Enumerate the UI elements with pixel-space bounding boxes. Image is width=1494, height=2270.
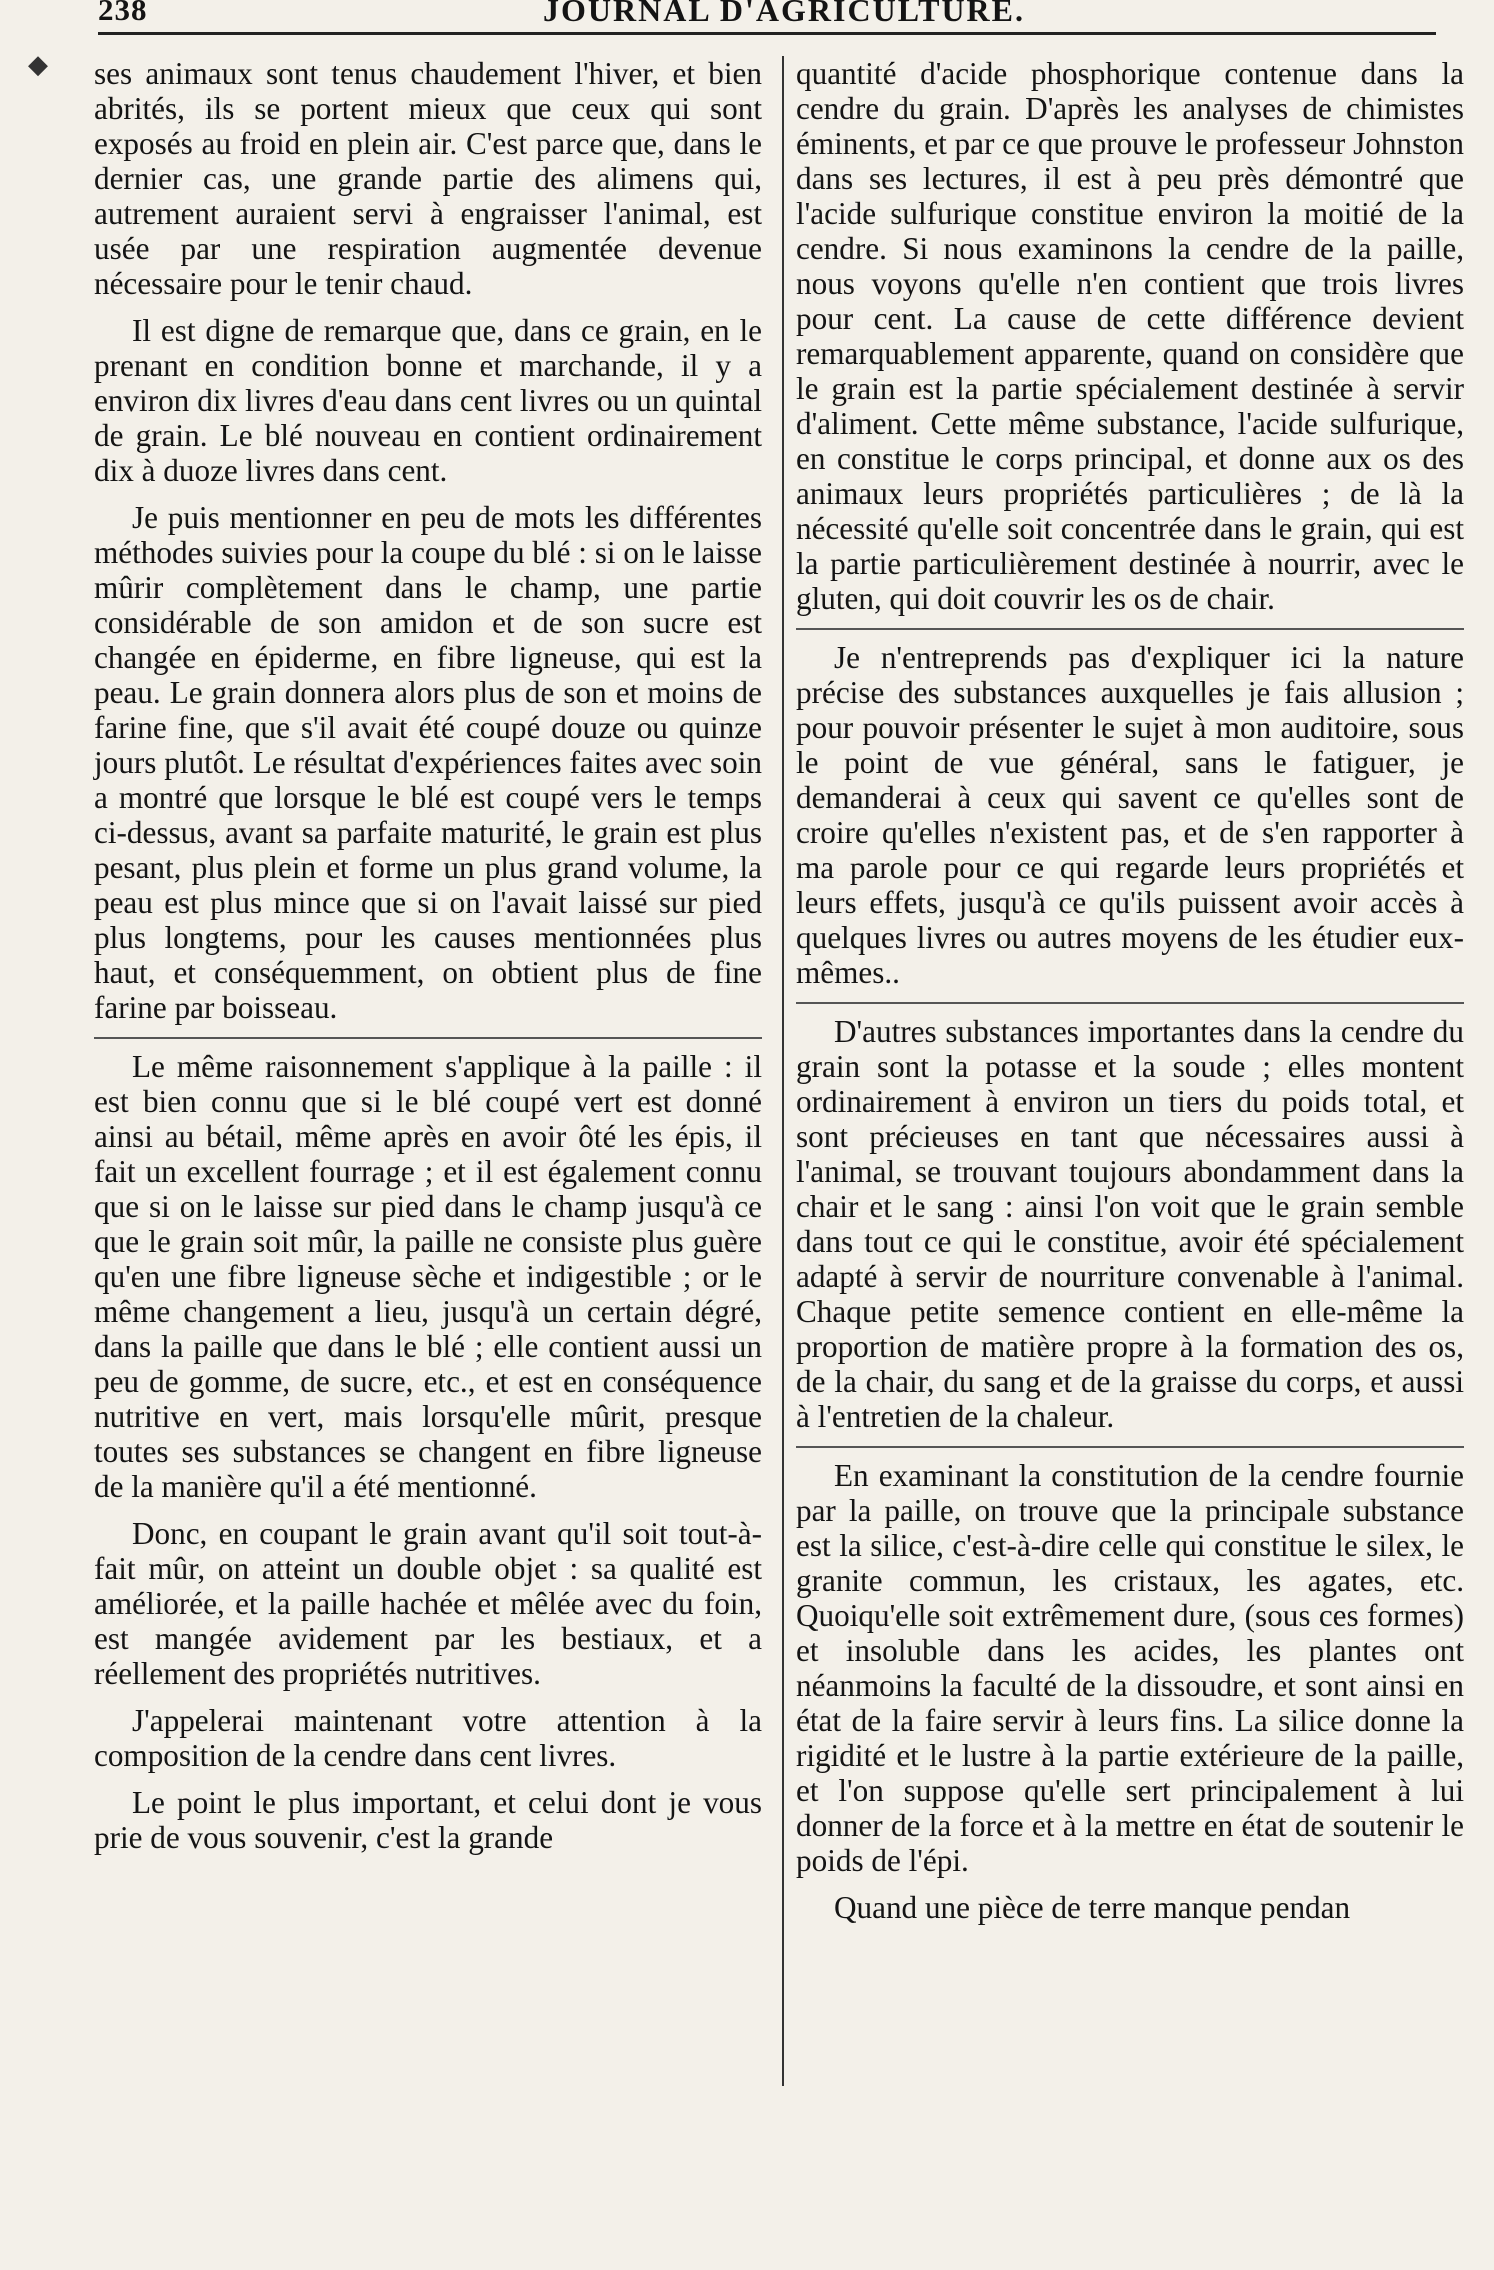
newspaper-page	[28, 0, 1464, 2270]
paragraph: J'appelerai maintenant votre attention à la composition de la cendre dans cent livres.	[94, 1703, 762, 1773]
paragraph-rule	[796, 1446, 1464, 1448]
paragraph: Il est digne de remarque que, dans ce grain, en le prenant en condition bonne et marchande, il y a environ dix livres d'eau dans cent livres ou un quintal de grain. Le blé nouveau en contient ordinairement dix à duoze livres dans cent.	[94, 313, 762, 488]
page-header	[88, 0, 1454, 32]
paragraph: Je puis mentionner en peu de mots les différentes méthodes suivies pour la coupe du blé : si on le laisse mûrir complètement dans le champ, une partie considérable de son amidon et de son sucre est changée en épiderme, en fibre ligneuse, qui est la peau. Le grain donnera alors plus de son et moins de farine fine, que s'il avait été coupé douze ou quinze jours plutôt. Le résultat d'expériences faites avec soin a montré que lorsque le blé est coupé vers le temps ci-dessus, avant sa parfaite maturité, le grain est plus pesant, plus plein et forme un plus grand volume, la peau est plus mince que si on l'avait laissé sur pied plus longtems, pour les causes mentionnées plus haut, et conséquemment, on obtient plus de fine farine par boisseau.	[94, 500, 762, 1025]
paragraph-rule	[796, 1002, 1464, 1004]
header-rule	[98, 32, 1436, 35]
paragraph: Donc, en coupant le grain avant qu'il soit tout-à-fait mûr, on atteint un double objet : sa qualité est améliorée, et la paille hachée et mêlée avec du foin, est mangée avidement par les bestiaux, et a réellement des propriétés nutritives.	[94, 1516, 762, 1691]
paragraph: quantité d'acide phosphorique contenue dans la cendre du grain. D'après les analyses de chimistes éminents, et par ce que prouve le professeur Johnston dans ses lectures, il est à peu près démontré que l'acide sulfurique constitue environ la moitié de la cendre. Si nous examinons la cendre de la paille, nous voyons qu'elle n'en contient que trois livres pour cent. La cause de cette différence devient remarquablement apparente, quand on considère que le grain est la partie spécialement destinée à servir d'aliment. Cette même substance, l'acide sulfurique, en constitue le corps principal, et donne aux os des animaux leurs propriétés particulières ; de là la nécessité qu'elle soit concentrée dans le grain, qui est la partie particulièrement destinée à nourrir, avec le gluten, qui doit couvrir les os de chair.	[796, 56, 1464, 616]
paragraph: D'autres substances importantes dans la cendre du grain sont la potasse et la soude ; elles montent ordinairement à environ un tiers du poids total, et sont précieuses en tant que nécessaires aussi à l'animal, se trouvant toujours abondamment dans la chair et le sang : ainsi l'on voit que le grain semble dans tout ce qui le constitue, avoir été spécialement adapté à servir de nourriture convenable à l'animal. Chaque petite semence contient en elle-même la proportion de matière propre à la formation des os, de la chair, du sang et de la graisse du corps, et aussi à l'entretien de la chaleur.	[796, 1014, 1464, 1434]
running-title: JOURNAL D'AGRICULTURE.	[543, 0, 1025, 28]
paragraph-rule	[94, 1037, 762, 1039]
paragraph: Le même raisonnement s'applique à la paille : il est bien connu que si le blé coupé vert est donné ainsi au bétail, même après en avoir ôté les épis, il fait un excellent fourrage ; et il est également connu que si on le laisse sur pied dans le champ jusqu'à ce que le grain soit mûr, la paille ne consiste plus guère qu'en une fibre ligneuse sèche et indigestible ; or le même changement a lieu, jusqu'à un certain dégré, dans la paille que dans le blé ; elle contient aussi un peu de gomme, de sucre, etc., et est en conséquence nutritive en vert, mais lorsqu'elle mûrit, presque toutes ses substances se changent en fibre ligneuse de la manière qu'il a été mentionné.	[94, 1049, 762, 1504]
margin-mark: ◆	[28, 50, 48, 79]
left-column	[94, 56, 762, 1867]
paragraph: Le point le plus important, et celui dont je vous prie de vous souvenir, c'est la grande	[94, 1785, 762, 1855]
page-number: 238	[98, 0, 148, 27]
paragraph: ses animaux sont tenus chaudement l'hiver, et bien abrités, ils se portent mieux que ceux qui sont exposés au froid en plein air. C'est parce que, dans le dernier cas, une grande partie des alimens qui, autrement auraient servi à engraisser l'animal, est usée par une respiration augmentée devenue nécessaire pour le tenir chaud.	[94, 56, 762, 301]
paragraph: Je n'entreprends pas d'expliquer ici la nature précise des substances auxquelles je fais allusion ; pour pouvoir présenter le sujet à mon auditoire, sous le point de vue général, sans le fatiguer, je demanderai à ceux qui savent ce qu'elles sont de croire qu'elles n'existent pas, et de s'en rapporter à ma parole pour ce qui regarde leurs propriétés et leurs effets, jusqu'à ce qu'ils puissent avoir accès à quelques livres ou autres moyens de les étudier eux-mêmes..	[796, 640, 1464, 990]
paragraph: En examinant la constitution de la cendre fournie par la paille, on trouve que la principale substance est la silice, c'est-à-dire celle qui constitue le silex, le granite commun, les cristaux, les agates, etc. Quoiqu'elle soit extrêmement dure, (sous ces formes) et insoluble dans les acides, les plantes ont néanmoins la faculté de la dissoudre, et sont ainsi en état de la faire servir à leurs fins. La silice donne la rigidité et le lustre à la partie extérieure de la paille, et l'on suppose qu'elle sert principalement à lui donner de la force et à la mettre en état de soutenir le poids de l'épi.	[796, 1458, 1464, 1878]
right-column	[796, 56, 1464, 1937]
paragraph-rule	[796, 628, 1464, 630]
paragraph: Quand une pièce de terre manque pendan	[834, 1890, 1351, 1925]
column-divider	[782, 56, 784, 2086]
